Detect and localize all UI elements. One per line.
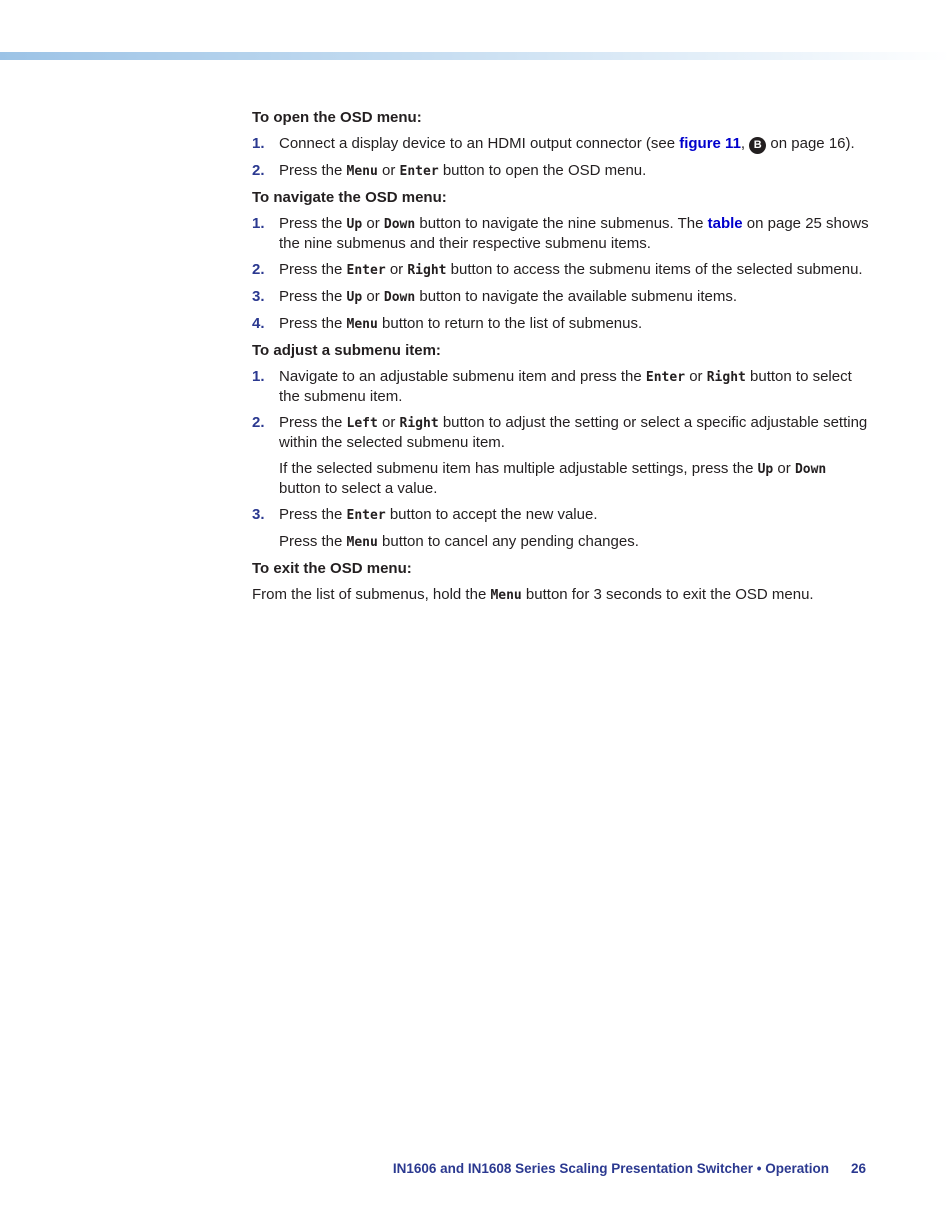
right-key-label: Right	[706, 370, 746, 385]
step-text: Press the	[279, 288, 347, 305]
enter-key-label: Enter	[399, 164, 439, 179]
open-osd-heading: To open the OSD menu:	[252, 109, 422, 126]
paragraph-text: From the list of submenus, hold the	[252, 586, 491, 603]
adjust-step-2-note	[252, 459, 872, 498]
step-text: button to navigate the nine submenus. The	[415, 215, 708, 232]
note-text: or	[773, 460, 795, 477]
up-key-label: Up	[346, 290, 363, 305]
step-text: button to access the submenu items of the selected submenu.	[446, 261, 863, 278]
step-number: 2.	[252, 261, 265, 278]
menu-key-label: Menu	[346, 164, 378, 179]
step-text: or	[685, 368, 707, 385]
open-step-1	[252, 134, 872, 154]
down-key-label: Down	[383, 290, 416, 305]
step-number: 1.	[252, 215, 265, 232]
adjust-step-3	[252, 505, 872, 525]
step-text: on page 16).	[766, 135, 855, 152]
step-text: or	[377, 162, 400, 179]
step-number: 3.	[252, 506, 265, 523]
note-text: Press the	[279, 533, 347, 550]
enter-key-label: Enter	[645, 370, 686, 385]
step-number: 2.	[252, 162, 265, 179]
step-text: on page 25 shows the nine submenus and their respective submenu items.	[279, 215, 869, 252]
adjust-step-3-note	[252, 532, 872, 552]
menu-key-label: Menu	[490, 588, 522, 603]
figure-11-link[interactable]: figure 11	[679, 135, 741, 152]
step-text: or	[362, 288, 384, 305]
menu-key-label: Menu	[346, 317, 378, 332]
navigate-osd-heading: To navigate the OSD menu:	[252, 189, 447, 206]
header-band	[0, 52, 950, 60]
menu-key-label: Menu	[346, 535, 378, 550]
exit-paragraph	[252, 585, 872, 605]
step-text: or	[385, 261, 408, 278]
adjust-submenu-heading: To adjust a submenu item:	[252, 342, 441, 359]
step-text: Press the	[279, 162, 347, 179]
enter-key-label: Enter	[346, 263, 386, 278]
note-text: If the selected submenu item has multiple adjustable settings, press the	[279, 460, 758, 477]
paragraph-text: button for 3 seconds to exit the OSD menu.	[521, 586, 814, 603]
right-key-label: Right	[407, 263, 447, 278]
document-body	[252, 108, 872, 612]
down-key-label: Down	[383, 217, 416, 232]
table-link[interactable]: table	[707, 215, 743, 232]
enter-key-label: Enter	[346, 508, 386, 523]
note-text: button to select a value.	[279, 480, 438, 497]
exit-osd-heading: To exit the OSD menu:	[252, 560, 412, 577]
adjust-step-1	[252, 367, 872, 406]
up-key-label: Up	[346, 217, 363, 232]
step-text: Press the	[279, 315, 347, 332]
open-step-2	[252, 161, 872, 181]
footer-title: IN1606 and IN1608 Series Scaling Presentation Switcher • Operation	[392, 1161, 829, 1176]
step-text: Press the	[279, 215, 347, 232]
right-key-label: Right	[399, 416, 439, 431]
step-text: Press the	[279, 261, 347, 278]
step-text: button to select the submenu item.	[279, 368, 852, 405]
step-number: 1.	[252, 368, 265, 385]
note-text: button to cancel any pending changes.	[377, 533, 639, 550]
step-text: Press the	[279, 506, 347, 523]
page-number: 26	[850, 1161, 866, 1176]
step-text: button to open the OSD menu.	[438, 162, 647, 179]
step-text: Press the	[279, 414, 347, 431]
down-key-label: Down	[794, 462, 827, 477]
step-text: ,	[740, 135, 750, 152]
up-key-label: Up	[757, 462, 774, 477]
step-text: button to return to the list of submenus.	[377, 315, 643, 332]
page-footer	[393, 1161, 866, 1176]
step-text: button to adjust the setting or select a specific adjustable setting within the selected submenu item.	[279, 414, 868, 451]
step-text: or	[377, 414, 400, 431]
navigate-step-2	[252, 260, 872, 280]
step-number: 1.	[252, 135, 265, 152]
navigate-step-1	[252, 214, 872, 253]
callout-b-icon: B	[749, 137, 766, 154]
step-text: Connect a display device to an HDMI output connector (see	[279, 135, 680, 152]
step-number: 2.	[252, 414, 265, 431]
step-text: button to accept the new value.	[385, 506, 598, 523]
navigate-step-4	[252, 314, 872, 334]
step-number: 4.	[252, 315, 265, 332]
left-key-label: Left	[346, 416, 378, 431]
step-text: button to navigate the available submenu items.	[415, 288, 738, 305]
step-text: Navigate to an adjustable submenu item and press the	[279, 368, 646, 385]
step-text: or	[362, 215, 384, 232]
adjust-step-2	[252, 413, 872, 452]
navigate-step-3	[252, 287, 872, 307]
step-number: 3.	[252, 288, 265, 305]
